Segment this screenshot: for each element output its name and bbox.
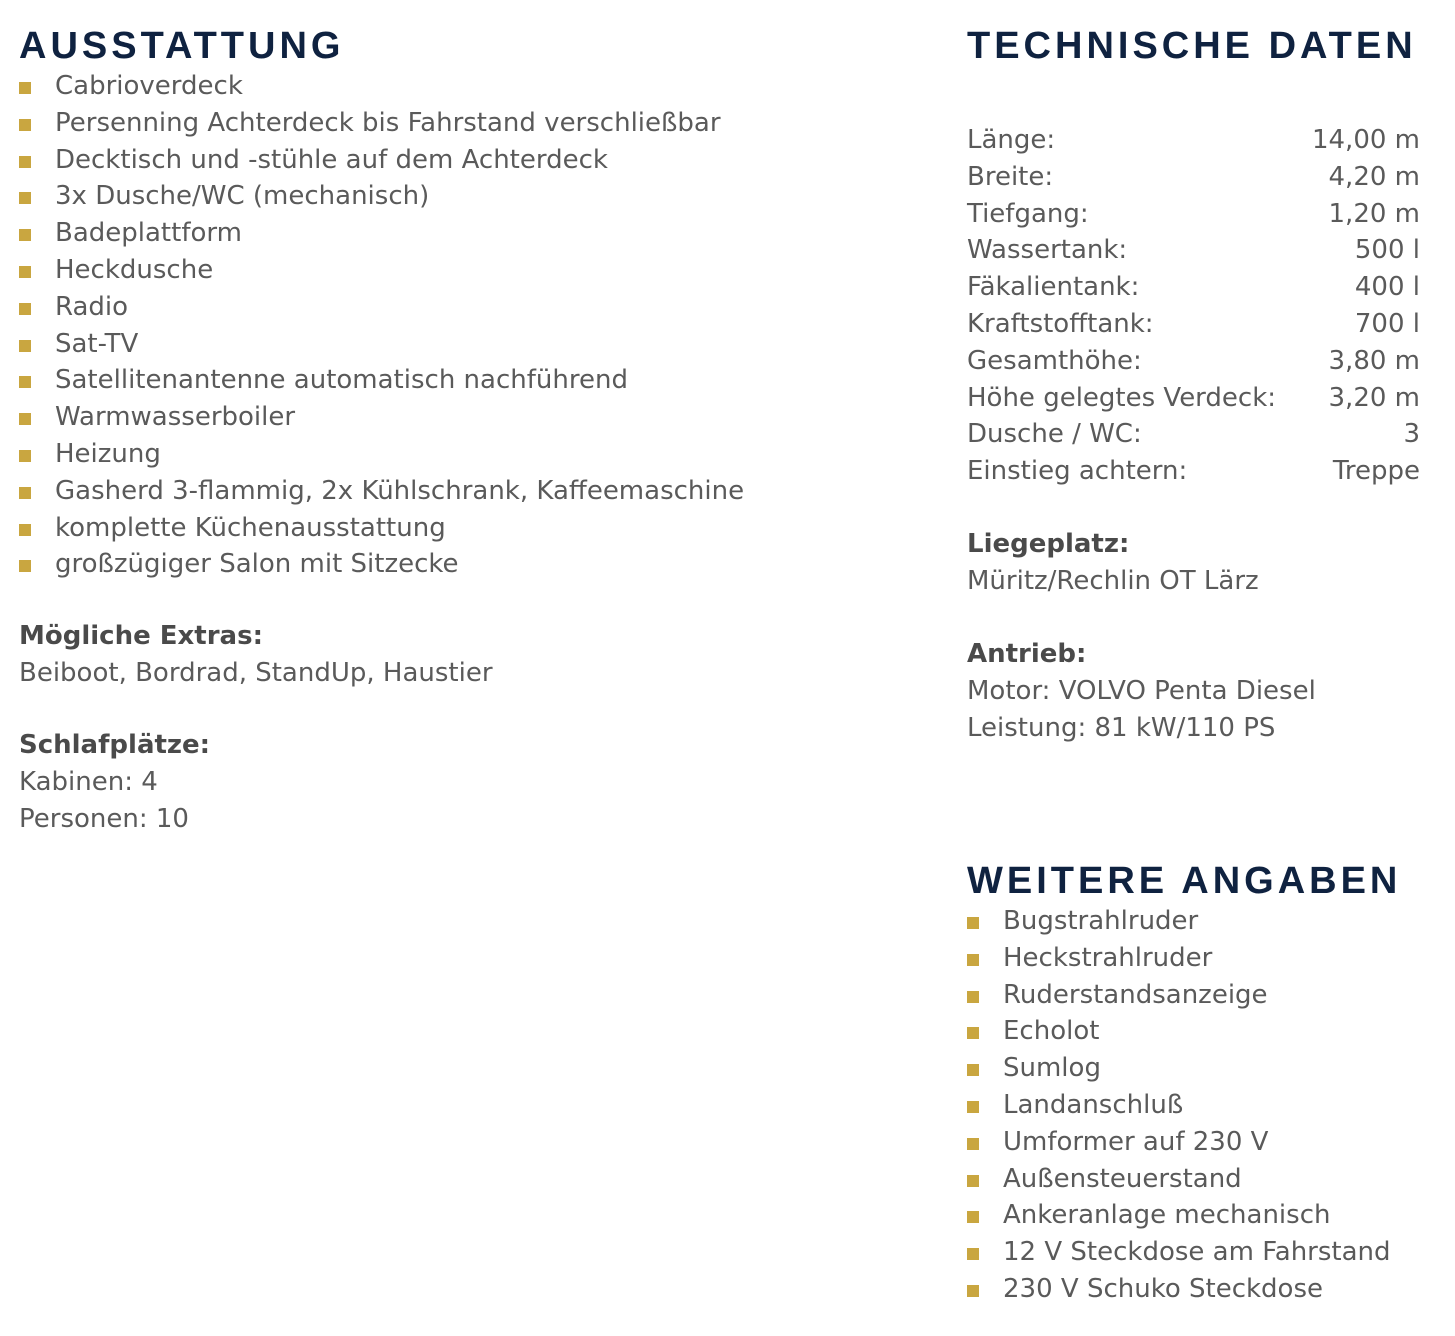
spec-label: Wassertank: [967, 235, 1128, 266]
list-item-text: Ruderstandsanzeige [1003, 979, 1268, 1010]
list-item-text: Ankeranlage mechanisch [1003, 1200, 1331, 1231]
list-item-text: Bugstrahlruder [1003, 905, 1199, 936]
list-item [19, 105, 899, 142]
extras-label: Mögliche Extras: [19, 621, 263, 652]
spec-label: Dusche / WC: [967, 419, 1142, 450]
list-item [967, 1050, 1420, 1087]
spec-label: Fäkalientank: [967, 272, 1140, 303]
list-item-text: Landanschluß [1003, 1089, 1184, 1120]
ausstattung-heading: AUSSTATTUNG [19, 25, 345, 67]
square-bullet-icon [967, 1175, 979, 1187]
list-item [967, 1124, 1420, 1161]
square-bullet-icon [967, 1101, 979, 1113]
square-bullet-icon [19, 413, 31, 425]
motor-value: Motor: VOLVO Penta Diesel [967, 675, 1316, 706]
list-item [19, 142, 899, 179]
spec-value: 700 l [1354, 308, 1420, 339]
list-item [967, 940, 1420, 977]
list-item [19, 326, 899, 363]
spec-row [967, 453, 1420, 490]
list-item-text: Heckdusche [55, 254, 214, 285]
list-item-text: Heizung [55, 438, 161, 469]
spec-row [967, 122, 1420, 159]
spec-value: 3 [1403, 419, 1420, 450]
list-item [19, 436, 899, 473]
square-bullet-icon [19, 487, 31, 499]
list-item-text: Sat-TV [55, 328, 139, 359]
list-item [967, 903, 1420, 940]
extras-value: Beiboot, Bordrad, StandUp, Haustier [19, 658, 493, 689]
square-bullet-icon [19, 82, 31, 94]
square-bullet-icon [19, 560, 31, 572]
list-item-text: Badeplattform [55, 218, 242, 249]
spec-table [967, 122, 1420, 490]
antrieb-label: Antrieb: [967, 638, 1087, 669]
list-item-text: komplette Küchenausstattung [55, 512, 446, 543]
list-item-text: Gasherd 3-flammig, 2x Kühlschrank, Kaffeemaschine [55, 475, 745, 506]
extras-block [19, 618, 899, 692]
spec-row [967, 380, 1420, 417]
liegeplatz-block [967, 526, 1420, 600]
list-item [19, 510, 899, 547]
square-bullet-icon [967, 954, 979, 966]
spec-label: Breite: [967, 161, 1054, 192]
technische-daten-column [967, 24, 1420, 1308]
spec-value: Treppe [1332, 456, 1420, 487]
square-bullet-icon [967, 1285, 979, 1297]
square-bullet-icon [19, 266, 31, 278]
weitere-angaben-list [967, 903, 1420, 1308]
list-item [967, 977, 1420, 1014]
spec-row [967, 306, 1420, 343]
list-item [19, 215, 899, 252]
spec-value: 3,80 m [1328, 345, 1420, 376]
spec-value: 400 l [1354, 272, 1420, 303]
list-item [19, 68, 899, 105]
spec-row [967, 343, 1420, 380]
square-bullet-icon [19, 376, 31, 388]
square-bullet-icon [19, 229, 31, 241]
list-item-text: Cabrioverdeck [55, 71, 243, 101]
square-bullet-icon [967, 1211, 979, 1223]
list-item [19, 473, 899, 510]
list-item-text: Persenning Achterdeck bis Fahrstand verschließbar [55, 107, 721, 138]
list-item [967, 1013, 1420, 1050]
list-item [19, 289, 899, 326]
spec-row [967, 196, 1420, 233]
list-item [967, 1234, 1420, 1271]
ausstattung-list [19, 68, 899, 583]
list-item [19, 178, 899, 215]
kabinen-value: Kabinen: 4 [19, 767, 158, 798]
list-item-text: Umformer auf 230 V [1003, 1126, 1269, 1157]
square-bullet-icon [19, 340, 31, 352]
list-item [967, 1161, 1420, 1198]
square-bullet-icon [967, 1138, 979, 1150]
spec-label: Kraftstofftank: [967, 308, 1154, 339]
technische-daten-heading: TECHNISCHE DATEN [967, 25, 1417, 67]
list-item-text: Heckstrahlruder [1003, 942, 1213, 973]
spec-value: 1,20 m [1328, 198, 1420, 229]
square-bullet-icon [967, 991, 979, 1003]
list-item-text: Decktisch und -stühle auf dem Achterdeck [55, 144, 608, 175]
list-item-text: Radio [55, 291, 129, 322]
list-item-text: 3x Dusche/WC (mechanisch) [55, 181, 430, 212]
list-item [967, 1087, 1420, 1124]
personen-value: Personen: 10 [19, 804, 189, 835]
schlafplaetze-block [19, 727, 899, 838]
list-item-text: Satellitenantenne automatisch nachführend [55, 365, 628, 396]
square-bullet-icon [967, 917, 979, 929]
list-item [19, 252, 899, 289]
list-item-text: Sumlog [1003, 1053, 1101, 1084]
spec-label: Gesamthöhe: [967, 345, 1142, 376]
square-bullet-icon [967, 1027, 979, 1039]
schlafplaetze-label: Schlafplätze: [19, 730, 211, 761]
square-bullet-icon [19, 303, 31, 315]
spec-value: 4,20 m [1328, 161, 1420, 192]
spec-value: 14,00 m [1311, 125, 1420, 155]
list-item-text: Warmwasserboiler [55, 402, 296, 433]
square-bullet-icon [19, 119, 31, 131]
list-item [967, 1197, 1420, 1234]
leistung-value: Leistung: 81 kW/110 PS [967, 712, 1276, 743]
spec-value: 500 l [1354, 235, 1420, 266]
ausstattung-column [19, 24, 899, 838]
spec-row [967, 159, 1420, 196]
spec-row [967, 232, 1420, 269]
list-item [19, 399, 899, 436]
list-item [19, 546, 899, 583]
list-item-text: 12 V Steckdose am Fahrstand [1003, 1237, 1391, 1268]
list-item-text: Außensteuerstand [1003, 1163, 1242, 1194]
square-bullet-icon [19, 156, 31, 168]
list-item-text: 230 V Schuko Steckdose [1003, 1273, 1323, 1304]
weitere-angaben-heading: WEITERE ANGABEN [967, 859, 1402, 902]
spec-label: Höhe gelegtes Verdeck: [967, 382, 1277, 413]
list-item [19, 362, 899, 399]
spec-label: Länge: [967, 125, 1056, 155]
spec-row [967, 269, 1420, 306]
list-item-text: großzügiger Salon mit Sitzecke [55, 549, 459, 580]
square-bullet-icon [967, 1064, 979, 1076]
list-item-text: Echolot [1003, 1016, 1100, 1047]
square-bullet-icon [19, 524, 31, 536]
antrieb-block [967, 636, 1420, 747]
list-item [967, 1271, 1420, 1308]
spec-row [967, 416, 1420, 453]
liegeplatz-label: Liegeplatz: [967, 528, 1130, 559]
spec-value: 3,20 m [1328, 382, 1420, 413]
square-bullet-icon [19, 192, 31, 204]
liegeplatz-value: Müritz/Rechlin OT Lärz [967, 565, 1259, 596]
spec-label: Tiefgang: [967, 198, 1089, 229]
spec-label: Einstieg achtern: [967, 456, 1188, 487]
square-bullet-icon [19, 450, 31, 462]
square-bullet-icon [967, 1248, 979, 1260]
